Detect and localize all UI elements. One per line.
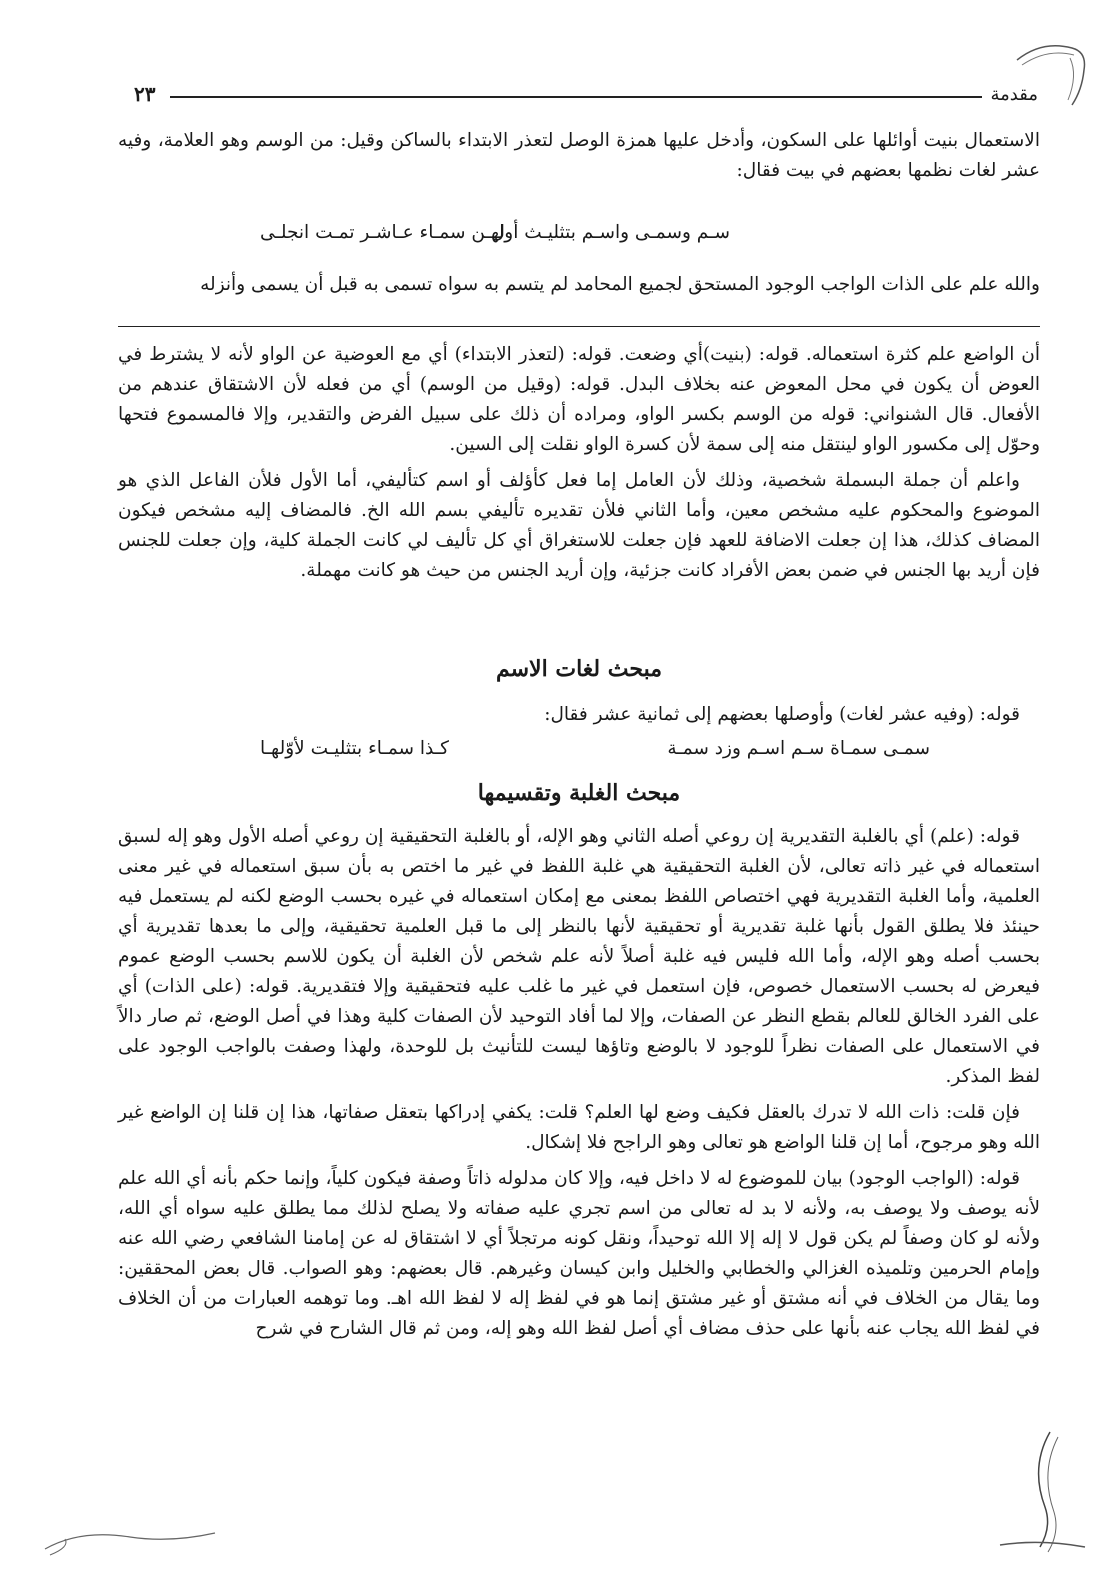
verse-hemistich-left: كـذا سمـاء بتثليـت لأوّلهـا: [260, 738, 449, 759]
commentary-paragraph: قوله: (وفيه عشر لغات) وأوصلها بعضهم إلى ثمانية عشر فقال:: [544, 704, 1020, 725]
paragraph: الاستعمال بنيت أوائلها على السكون، وأدخل عليها همزة الوصل لتعذر الابتداء بالساكن وقيل: من الوسم وهو العلامة، وفيه عشر لغات نظمها بعضهم في بيت فقال:: [118, 130, 1040, 181]
commentary-paragraph: قوله: (الواجب الوجود) بيان للموضوع له لا داخل فيه، وإلا كان مدلوله ذاتاً وصفة فيكون كلياً، وإنما حكم بأنه أي الله علم لأنه يوصف ولا يوصف به، ولأنه لا بد له تعالى من اسم تجري عليه صفاته ولا يصلح لذلك مما يطلق عليه سواه أي الله، ولأنه لو كان وصفاً لم يكن قول لا إله إلا الله توحيداً، ونقل كونه مرتجلاً أي لا اشتقاق له عن إمامنا الشافعي رضي الله عنه وإمام الحرمين وتلميذه الغزالي والخطابي والخليل وابن كيسان وغيرهم. قال بعضهم: وهو الصواب. قال بعض المحققين: وما يقال من الخلاف في أنه مشتق أو غير مشتق إنما هو في لفظ إله لا لفظ الله اهـ. وما توهمه العبارات من أن الخلاف في لفظ الله يجاب عنه بأنها على حذف مضاف أي أصل لفظ الله وهو إله، ومن ثم قال الشارح في شرح: [118, 1168, 1040, 1339]
main-text-top: [118, 126, 1040, 186]
section-heading: مبحث الغلبة وتقسيمها: [477, 780, 681, 806]
verse-hemistich-right: سـم وسمـى واسـم بتثليـث أول: [490, 222, 730, 243]
commentary-separator: [118, 326, 1040, 327]
commentary-section-1: [118, 340, 1040, 586]
commentary-paragraph: قوله: (علم) أي بالغلبة التقديرية إن روعي أصله الثاني وهو الإله، أو بالغلبة التحقيقية إن روعي أصله الأول وهو إله لسبق استعماله في غير ذاته تعالى، لأن الغلبة التحقيقية هي غلبة اللفظ في غير ما اختص به بأن سبق استعماله في غير معنى العلمية، وأما الغلبة التقديرية فهي اختصاص اللفظ بمعنى مع إمكان استعماله في غيره بحسب الوضع لكنه لم يستعمل فيه حينئذ فلا يطلق القول بأنها غلبة تقديرية أو تحقيقية لأنها بالنظر إلى ما قبل العلمية تحقيقية، وإلى ما بعدها تقديرية أي بحسب أصله وهو الإله، وأما الله فليس فيه غلبة أصلاً لأنه علم شخص لأن الغلبة أن يكون للاسم بحسب الوضع عموم فيعرض له بحسب الاستعمال خصوص، فإن استعمل في غير ما غلب عليه فتحقيقية وإلا فتقديرية. قوله: (على الذات) أي على الفرد الخالق للعالم بقطع النظر عن الصفات، وإلا لما أفاد التوحيد لأن الصفات كلية وهذا في أصل الوضع، ثم صار دالاً في الاستعمال على الصفات نظراً للوجود لا بالوضع وتاؤها ليست للتأنيث بل للوحدة، ولهذا وصفت بالواجب الوجود على لفظ المذكر.: [118, 826, 1040, 1087]
commentary-paragraph: واعلم أن جملة البسملة شخصية، وذلك لأن العامل إما فعل كأؤلف أو اسم كتأليفي، أما الأول فلأن الفاعل الذي هو الموضوع والمحكوم عليه مشخص معين، وأما الثاني فلأن تقديره تأليفي بسم الله الخ. فالمضاف إليه مشخص فيكون المضاف كذلك، هذا إن جعلت الاضافة للعهد فإن جعلت للاستغراق أي كل تأليف لي كانت الجملة كلية، وإن جعلت للجنس فإن أريد بها الجنس في ضمن بعض الأفراد كانت جزئية، وإن أريد الجنس من حيث هو كانت مهملة.: [118, 470, 1040, 581]
verse-line-1: [118, 222, 1040, 252]
verse-hemistich-right: سمـى سمـاة سـم اسـم وزد سمـة: [667, 738, 930, 759]
running-title: مقدمة: [987, 84, 1043, 105]
page-header: [130, 82, 1042, 110]
section-heading: مبحث لغات الاسم: [495, 656, 662, 682]
verse-line-2: [118, 738, 1040, 768]
commentary-section-3: [118, 822, 1040, 1344]
corner-ornament-bottom-right: [990, 1427, 1090, 1557]
corner-ornament-bottom-left: [40, 1519, 220, 1559]
header-rule: [170, 96, 982, 98]
main-text-continuation: [118, 270, 1040, 300]
commentary-paragraph: أن الواضع علم كثرة استعماله. قوله: (بنيت)أي وضعت. قوله: (لتعذر الابتداء) أي مع العوضية عن الواو لأنه لا يشترط في العوض أن يكون في محل المعوض عنه بخلاف البدل. قوله: (وقيل من الوسم) أي من فعله لأن الاشتقاق عندهم من الأفعال. قال الشنواني: قوله من الوسم بكسر الواو، ومراده أن ذلك على سبيل الفرض والتقدير، وإلا فالمسموع فتحها وحوّل إلى مكسور الواو لينتقل منه إلى سمة لأن كسرة الواو نقلت إلى السين.: [118, 344, 1040, 455]
commentary-section-2: [118, 700, 1040, 730]
page-number: ٢٣: [130, 82, 159, 106]
verse-hemistich-left: لهـن سمـاء عـاشـر تمـت انجلـى: [260, 222, 505, 243]
commentary-paragraph: فإن قلت: ذات الله لا تدرك بالعقل فكيف وضع لها العلم؟ قلت: يكفي إدراكها بتعقل صفاتها، هذا إن قلنا إن الواضع غير الله وهو مرجوح، أما إن قلنا الواضع هو تعالى وهو الراجح فلا إشكال.: [118, 1102, 1040, 1153]
paragraph: والله علم على الذات الواجب الوجود المستحق لجميع المحامد لم يتسم به سواه تسمى به قبل أن يسمى وأنزله: [200, 274, 1040, 295]
